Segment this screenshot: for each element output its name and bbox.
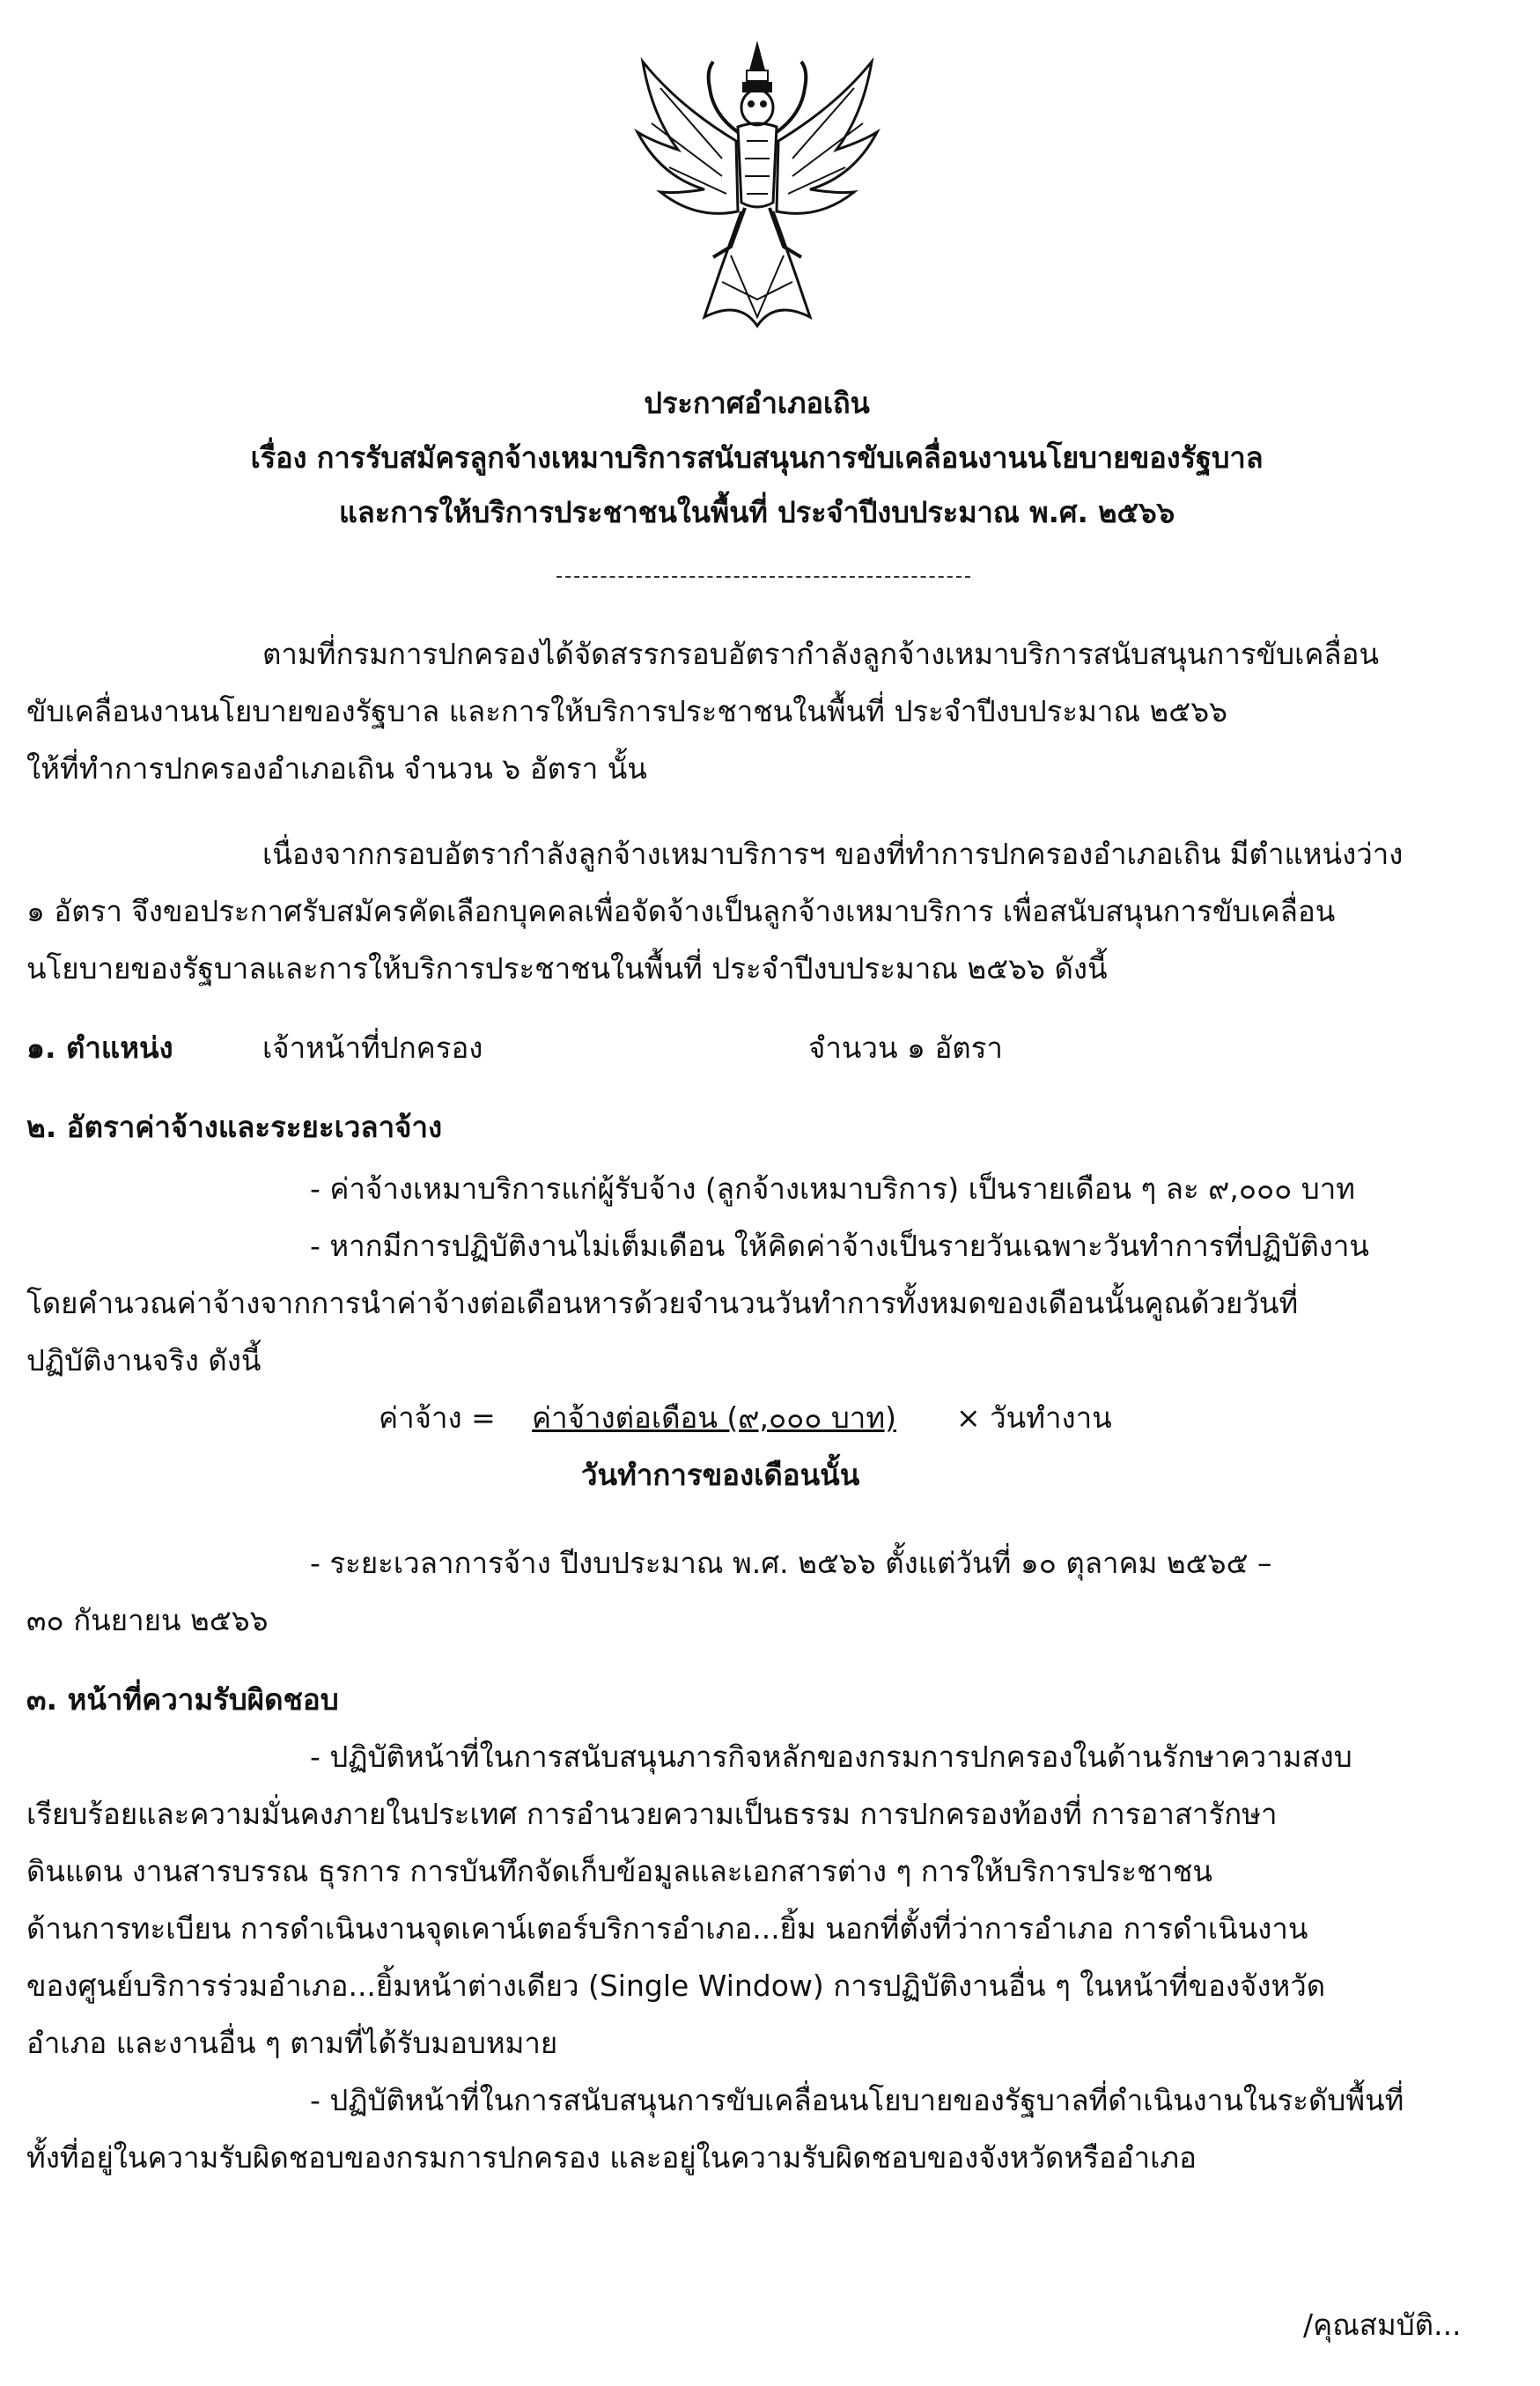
section-3-bullet-2-line-2: ทั้งที่อยู่ในความรับผิดชอบของกรมการปกครอง และอยู่ในความรับผิดชอบของจังหวัดหรืออำเภอ <box>26 2140 1197 2175</box>
section-3-bullet-1-line-2: เรียบร้อยและความมั่นคงภายในประเทศ การอำนวยความเป็นธรรม การปกครองท้องที่ การอาสารักษา <box>26 1797 1278 1831</box>
intro-paragraph-1-line-2: ขับเคลื่อนงานนโยบายของรัฐบาล และการให้บริการประชาชนในพื้นที่ ประจำปีงบประมาณ ๒๕๖๖ <box>26 694 1228 728</box>
announcement-subject: เรื่อง การรับสมัครลูกจ้างเหมาบริการสนับสนุนการขับเคลื่อนงานนโยบายของรัฐบาล <box>250 440 1264 475</box>
section-2-bullet-3-line-2: ๓๐ กันยายน ๒๕๖๖ <box>26 1603 269 1637</box>
announcement-subject-continued: และการให้บริการประชาชนในพื้นที่ ประจำปีงบประมาณ พ.ศ. ๒๕๖๖ <box>338 495 1175 529</box>
garuda-emblem-icon <box>625 35 889 335</box>
section-3-bullet-1-line-1: - ปฏิบัติหน้าที่ในการสนับสนุนภารกิจหลักของกรมการปกครองในด้านรักษาความสงบ <box>310 1740 1352 1774</box>
section-2-bullet-2-line-3: ปฏิบัติงานจริง ดังนี้ <box>26 1343 262 1378</box>
section-1-position: เจ้าหน้าที่ปกครอง <box>262 1030 483 1065</box>
header-divider <box>556 576 970 578</box>
section-3-bullet-1-line-6: อำเภอ และงานอื่น ๆ ตามที่ได้รับมอบหมาย <box>26 2026 558 2060</box>
continued-marker: /คุณสมบัติ... <box>1303 2308 1462 2342</box>
formula-lhs: ค่าจ้าง = <box>379 1400 496 1435</box>
section-2-bullet-2-line-1: - หากมีการปฏิบัติงานไม่เต็มเดือน ให้คิดค่าจ้างเป็นรายวันเฉพาะวันทำการที่ปฏิบัติงาน <box>310 1229 1369 1263</box>
section-3-bullet-1-line-3: ดินแดน งานสารบรรณ ธุรการ การบันทึกจัดเก็บข้อมูลและเอกสารต่าง ๆ การให้บริการประชาชน <box>26 1854 1212 1888</box>
intro-paragraph-2-line-1: เนื่องจากกรอบอัตรากำลังลูกจ้างเหมาบริการฯ ของที่ทำการปกครองอำเภอเถิน มีตำแหน่งว่าง <box>262 837 1404 871</box>
intro-paragraph-2-line-3: นโยบายของรัฐบาลและการให้บริการประชาชนในพื้นที่ ประจำปีงบประมาณ ๒๕๖๖ ดังนี้ <box>26 951 1108 986</box>
section-2-heading: ๒. อัตราค่าจ้างและระยะเวลาจ้าง <box>26 1110 443 1144</box>
section-1-count: จำนวน ๑ อัตรา <box>808 1030 1003 1065</box>
formula-multiplier: × วันทำงาน <box>956 1400 1112 1435</box>
section-3-heading: ๓. หน้าที่ความรับผิดชอบ <box>26 1682 339 1717</box>
intro-paragraph-1-line-1: ตามที่กรมการปกครองได้จัดสรรกรอบอัตรากำลังลูกจ้างเหมาบริการสนับสนุนการขับเคลื่อน <box>262 637 1380 671</box>
section-2-bullet-3-line-1: - ระยะเวลาการจ้าง ปีงบประมาณ พ.ศ. ๒๕๖๖ ตั้งแต่วันที่ ๑๐ ตุลาคม ๒๕๖๕ – <box>310 1546 1272 1580</box>
formula-numerator: ค่าจ้างต่อเดือน (๙,๐๐๐ บาท) <box>532 1400 896 1435</box>
formula-denominator: วันทำการของเดือนนั้น <box>581 1458 860 1492</box>
section-2-bullet-2-line-2: โดยคำนวณค่าจ้างจากการนำค่าจ้างต่อเดือนหารด้วยจำนวนวันทำการทั้งหมดของเดือนนั้นคูณด้วยวันที่ <box>26 1286 1299 1320</box>
section-3-bullet-2-line-1: - ปฏิบัติหน้าที่ในการสนับสนุนการขับเคลื่อนนโยบายของรัฐบาลที่ดำเนินงานในระดับพื้นที่ <box>310 2083 1404 2117</box>
section-3-bullet-1-line-4: ด้านการทะเบียน การดำเนินงานจุดเคาน์เตอร์บริการอำเภอ...ยิ้ม นอกที่ตั้งที่ว่าการอำเภอ การดำเนินงาน <box>26 1911 1308 1946</box>
intro-paragraph-1-line-3: ให้ที่ทำการปกครองอำเภอเถิน จำนวน ๖ อัตรา นั้น <box>26 751 647 786</box>
announcement-title: ประกาศอำเภอเถิน <box>644 386 870 420</box>
section-2-bullet-1: - ค่าจ้างเหมาบริการแก่ผู้รับจ้าง (ลูกจ้างเหมาบริการ) เป็นรายเดือน ๆ ละ ๙,๐๐๐ บาท <box>310 1171 1355 1206</box>
section-1-heading: ๑. ตำแหน่ง <box>26 1030 173 1065</box>
section-3-bullet-1-line-5: ของศูนย์บริการร่วมอำเภอ...ยิ้มหน้าต่างเดียว (Single Window) การปฏิบัติงานอื่น ๆ ในหน้าที่ของจังหวัด <box>26 1969 1326 2003</box>
intro-paragraph-2-line-2: ๑ อัตรา จึงขอประกาศรับสมัครคัดเลือกบุคคลเพื่อจัดจ้างเป็นลูกจ้างเหมาบริการ เพื่อสนับสนุนการขับเคลื่อน <box>26 894 1336 928</box>
